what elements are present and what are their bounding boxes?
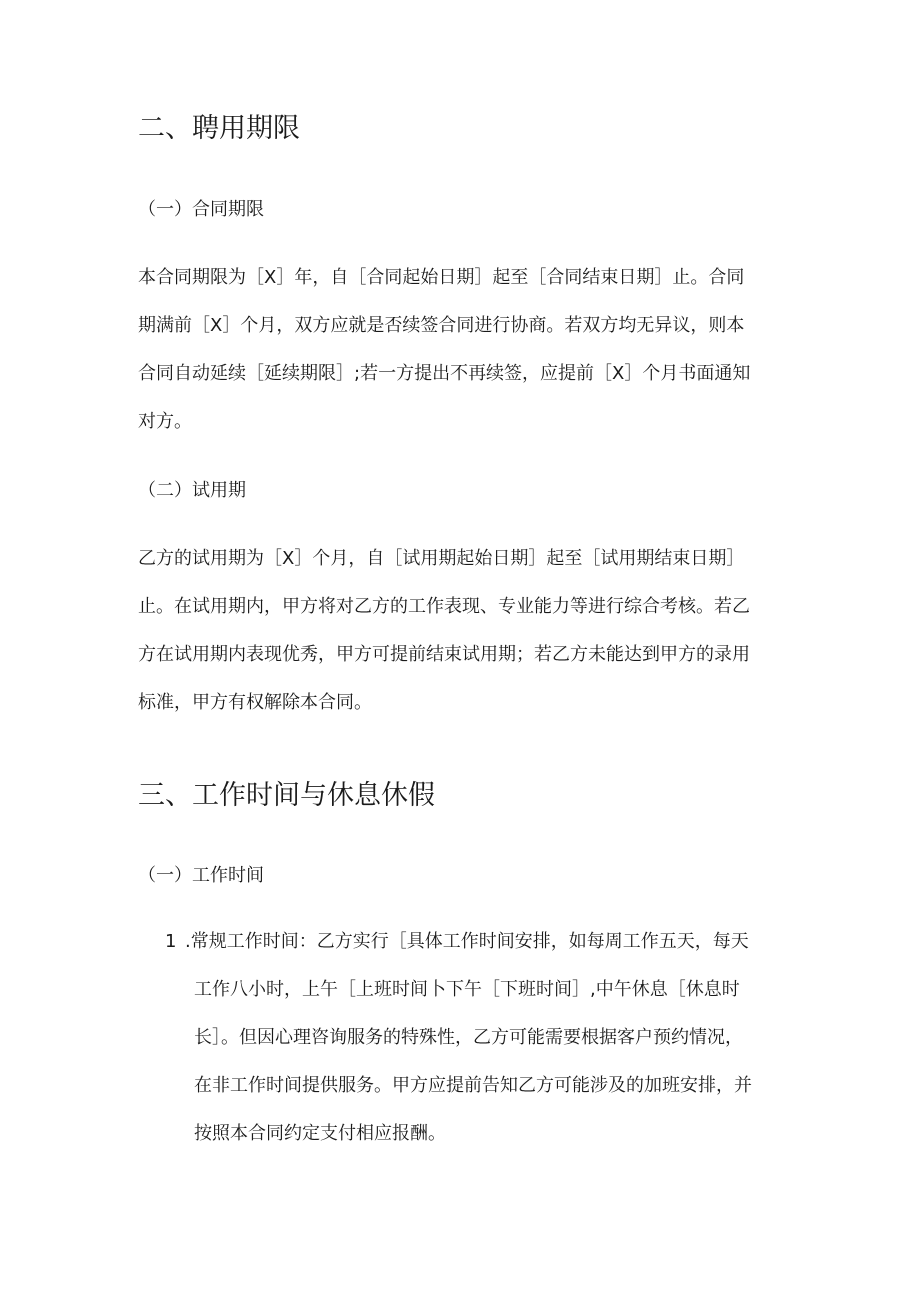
subsection-heading-working-time: （一）工作时间 <box>138 865 264 886</box>
list-item-line: 长］。但因心理咨询服务的特殊性，乙方可能需要根据客户预约情况， <box>194 1027 743 1048</box>
paragraph-probation <box>138 535 778 727</box>
paragraph-line: 标准，甲方有权解除本合同。 <box>138 692 372 713</box>
list-item-body <box>185 918 785 1158</box>
paragraph-line: 本合同期限为［X］年，自［合同起始日期］起至［合同结束日期］止。合同 <box>138 267 745 288</box>
paragraph-line: 合同自动延续［延续期限］;若一方提出不再续签，应提前［X］个月书面通知 <box>138 363 751 384</box>
paragraph-line: 方在试用期内表现优秀，甲方可提前结束试用期；若乙方未能达到甲方的录用 <box>138 644 750 665</box>
subsection-heading-contract-term: （一）合同期限 <box>138 199 264 220</box>
list-item-number: 1 <box>165 931 177 952</box>
paragraph-contract-term <box>138 254 778 446</box>
paragraph-line: 乙方的试用期为［X］个月，自［试用期起始日期］起至［试用期结束日期］ <box>138 548 745 569</box>
section-heading-working-hours: 三、工作时间与休息休假 <box>138 780 435 811</box>
list-item-line: 工作八小时，上午［上班时间卜下午［下班时间］,中午休息［休息时 <box>194 979 740 1000</box>
paragraph-line: 对方。 <box>138 411 192 432</box>
subsection-heading-probation: （二）试用期 <box>138 480 246 501</box>
section-heading-employment-term: 二、聘用期限 <box>138 113 300 144</box>
list-item-line: 在非工作时间提供服务。甲方应提前告知乙方可能涉及的加班安排，并 <box>194 1075 752 1096</box>
list-item-line: 按照本合同约定支付相应报酬。 <box>194 1123 446 1144</box>
paragraph-line: 止。在试用期内，甲方将对乙方的工作表现、专业能力等进行综合考核。若乙 <box>138 596 750 617</box>
paragraph-line: 期满前［X］个月，双方应就是否续签合同进行协商。若双方均无异议，则本 <box>138 315 745 336</box>
list-item-line: .常规工作时间：乙方实行［具体工作时间安排，如每周工作五天，每天 <box>185 931 749 952</box>
